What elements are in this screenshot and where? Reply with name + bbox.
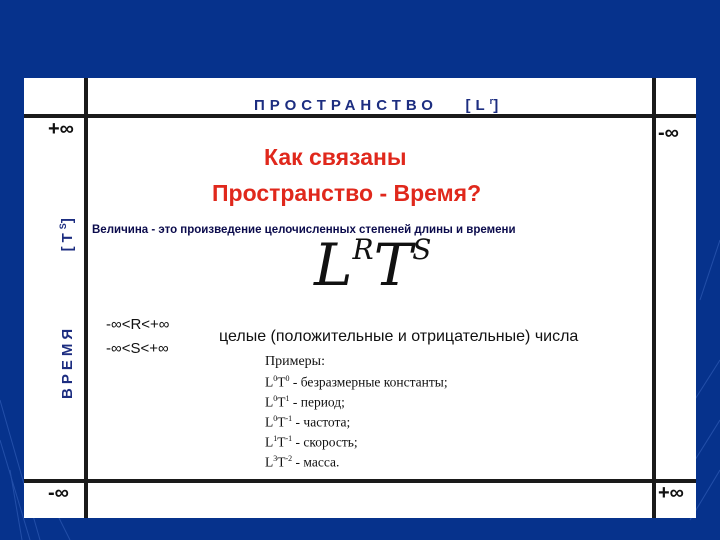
example-item: $L^0T^1$ - период; xyxy=(265,394,345,410)
title-line-1: Как связаны xyxy=(264,144,407,170)
range-s: -∞<S<+∞ xyxy=(106,340,169,357)
plus-infinity-bottom-right: +∞ xyxy=(658,482,684,504)
formula: $L^RT^S$ xyxy=(314,231,432,299)
examples-title: Примеры: xyxy=(265,354,325,369)
plus-infinity-top-left: +∞ xyxy=(48,118,74,140)
time-axis-label: ВРЕМЯ $[T^S]$ xyxy=(58,214,76,399)
minus-infinity-bottom-left: -∞ xyxy=(48,482,69,504)
definition-text: Величина - это произведение целочисленных степеней длины и времени xyxy=(92,224,516,236)
example-item: $L^0T^0$ - безразмерные константы; xyxy=(265,374,448,390)
example-item: $L^3T^{-2}$ - масса. xyxy=(265,454,340,470)
minus-infinity-top-right: -∞ xyxy=(658,122,679,144)
title-line-2: Пространство - Время? xyxy=(212,180,482,206)
example-item: $L^1T^{-1}$ - скорость; xyxy=(265,434,358,450)
integer-description: целые (положительные и отрицательные) числа xyxy=(219,328,579,345)
space-axis-label: ПРОСТРАНСТВО $[L^r]$ xyxy=(254,96,504,114)
example-item: $L^0T^{-1}$ - частота; xyxy=(265,414,351,430)
range-r: -∞<R<+∞ xyxy=(106,316,170,333)
slide xyxy=(24,78,696,518)
